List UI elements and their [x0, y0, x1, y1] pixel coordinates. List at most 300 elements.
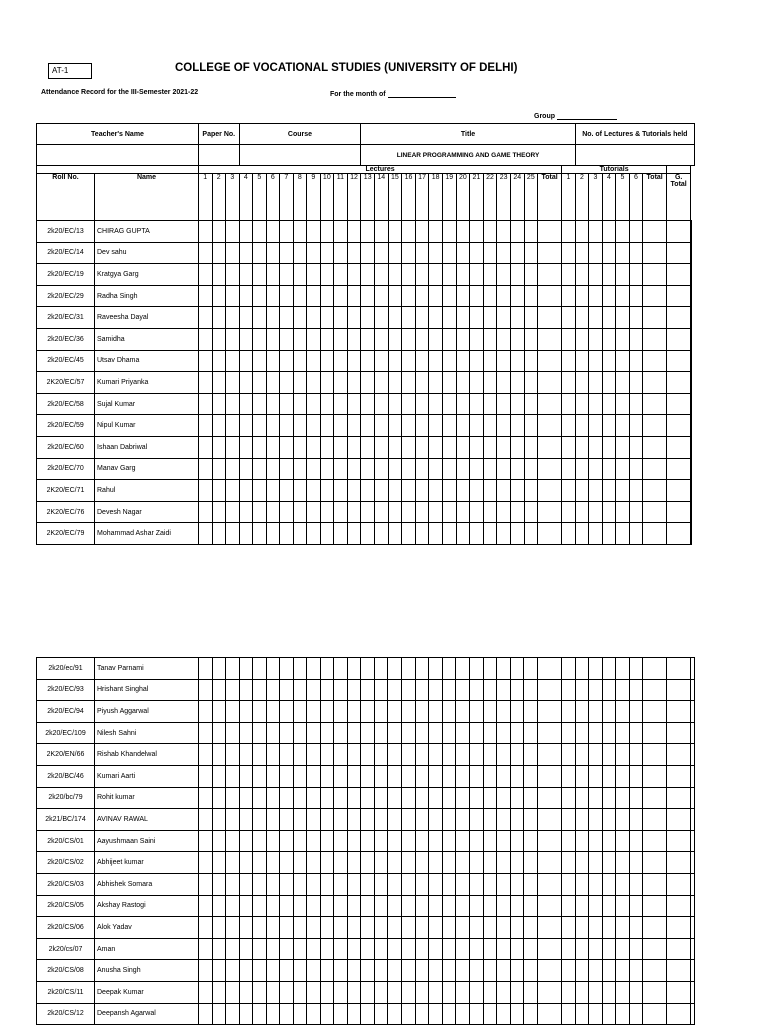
attendance-cell[interactable]: [402, 981, 416, 1003]
attendance-cell[interactable]: [375, 415, 389, 437]
attendance-cell[interactable]: [589, 501, 603, 523]
attendance-cell[interactable]: [429, 701, 443, 723]
attendance-cell[interactable]: [562, 328, 576, 350]
attendance-cell[interactable]: [375, 436, 389, 458]
attendance-cell[interactable]: [470, 307, 484, 329]
attendance-cell[interactable]: [199, 285, 213, 307]
attendance-cell[interactable]: [575, 701, 589, 723]
attendance-cell[interactable]: [361, 895, 375, 917]
attendance-cell[interactable]: [280, 1003, 294, 1025]
attendance-cell[interactable]: [643, 372, 667, 394]
attendance-cell[interactable]: [280, 328, 294, 350]
attendance-cell[interactable]: [320, 744, 334, 766]
attendance-cell[interactable]: [388, 523, 402, 545]
attendance-cell[interactable]: [562, 917, 576, 939]
attendance-cell[interactable]: [212, 328, 226, 350]
attendance-cell[interactable]: [538, 658, 562, 680]
attendance-cell[interactable]: [374, 765, 388, 787]
attendance-cell[interactable]: [456, 895, 470, 917]
attendance-cell[interactable]: [616, 787, 630, 809]
attendance-cell[interactable]: [691, 523, 692, 545]
attendance-cell[interactable]: [334, 981, 348, 1003]
attendance-cell[interactable]: [442, 221, 456, 243]
attendance-cell[interactable]: [212, 744, 226, 766]
attendance-cell[interactable]: [667, 981, 691, 1003]
attendance-cell[interactable]: [199, 852, 213, 874]
attendance-cell[interactable]: [667, 436, 691, 458]
attendance-cell[interactable]: [266, 787, 280, 809]
attendance-cell[interactable]: [602, 658, 616, 680]
attendance-cell[interactable]: [456, 458, 470, 480]
attendance-cell[interactable]: [575, 393, 589, 415]
attendance-cell[interactable]: [388, 938, 402, 960]
attendance-cell[interactable]: [456, 809, 470, 831]
attendance-cell[interactable]: [616, 852, 630, 874]
attendance-cell[interactable]: [442, 765, 456, 787]
attendance-cell[interactable]: [239, 523, 253, 545]
attendance-cell[interactable]: [374, 1003, 388, 1025]
attendance-cell[interactable]: [589, 679, 603, 701]
attendance-cell[interactable]: [589, 787, 603, 809]
attendance-cell[interactable]: [280, 722, 294, 744]
attendance-cell[interactable]: [375, 523, 389, 545]
attendance-cell[interactable]: [629, 895, 643, 917]
attendance-cell[interactable]: [388, 787, 402, 809]
attendance-cell[interactable]: [334, 328, 348, 350]
attendance-cell[interactable]: [691, 787, 695, 809]
attendance-cell[interactable]: [497, 307, 511, 329]
attendance-cell[interactable]: [212, 242, 226, 264]
attendance-cell[interactable]: [402, 393, 416, 415]
attendance-cell[interactable]: [470, 938, 484, 960]
attendance-cell[interactable]: [402, 307, 416, 329]
attendance-cell[interactable]: [470, 744, 484, 766]
attendance-cell[interactable]: [589, 458, 603, 480]
attendance-cell[interactable]: [334, 744, 348, 766]
attendance-cell[interactable]: [629, 307, 643, 329]
attendance-cell[interactable]: [456, 744, 470, 766]
attendance-cell[interactable]: [226, 523, 240, 545]
attendance-cell[interactable]: [361, 938, 375, 960]
attendance-cell[interactable]: [602, 809, 616, 831]
attendance-cell[interactable]: [524, 328, 538, 350]
attendance-cell[interactable]: [293, 960, 307, 982]
attendance-cell[interactable]: [226, 744, 240, 766]
attendance-cell[interactable]: [629, 393, 643, 415]
attendance-cell[interactable]: [629, 480, 643, 502]
attendance-cell[interactable]: [361, 350, 375, 372]
attendance-cell[interactable]: [199, 787, 213, 809]
attendance-cell[interactable]: [616, 830, 630, 852]
month-blank[interactable]: [388, 89, 456, 98]
attendance-cell[interactable]: [562, 501, 576, 523]
attendance-cell[interactable]: [602, 436, 616, 458]
attendance-cell[interactable]: [602, 830, 616, 852]
attendance-cell[interactable]: [415, 458, 429, 480]
attendance-cell[interactable]: [629, 242, 643, 264]
attendance-cell[interactable]: [629, 264, 643, 286]
attendance-cell[interactable]: [442, 701, 456, 723]
attendance-cell[interactable]: [429, 458, 443, 480]
attendance-cell[interactable]: [226, 679, 240, 701]
attendance-cell[interactable]: [667, 458, 691, 480]
attendance-cell[interactable]: [334, 938, 348, 960]
attendance-cell[interactable]: [388, 480, 402, 502]
attendance-cell[interactable]: [239, 895, 253, 917]
attendance-cell[interactable]: [239, 372, 253, 394]
attendance-cell[interactable]: [253, 744, 267, 766]
attendance-cell[interactable]: [212, 917, 226, 939]
attendance-cell[interactable]: [442, 679, 456, 701]
attendance-cell[interactable]: [442, 328, 456, 350]
attendance-cell[interactable]: [307, 744, 321, 766]
attendance-cell[interactable]: [691, 852, 695, 874]
attendance-cell[interactable]: [415, 722, 429, 744]
attendance-cell[interactable]: [629, 285, 643, 307]
attendance-cell[interactable]: [429, 372, 443, 394]
attendance-cell[interactable]: [402, 501, 416, 523]
attendance-cell[interactable]: [334, 285, 348, 307]
attendance-cell[interactable]: [616, 458, 630, 480]
attendance-cell[interactable]: [616, 873, 630, 895]
attendance-cell[interactable]: [334, 501, 348, 523]
attendance-cell[interactable]: [589, 722, 603, 744]
attendance-cell[interactable]: [497, 765, 511, 787]
attendance-cell[interactable]: [334, 787, 348, 809]
attendance-cell[interactable]: [226, 787, 240, 809]
attendance-cell[interactable]: [307, 981, 321, 1003]
attendance-cell[interactable]: [562, 787, 576, 809]
attendance-cell[interactable]: [575, 285, 589, 307]
attendance-cell[interactable]: [253, 242, 267, 264]
attendance-cell[interactable]: [643, 917, 667, 939]
attendance-cell[interactable]: [253, 679, 267, 701]
attendance-cell[interactable]: [589, 852, 603, 874]
attendance-cell[interactable]: [497, 809, 511, 831]
attendance-cell[interactable]: [266, 480, 280, 502]
attendance-cell[interactable]: [442, 960, 456, 982]
attendance-cell[interactable]: [629, 917, 643, 939]
attendance-cell[interactable]: [667, 1003, 691, 1025]
attendance-cell[interactable]: [691, 658, 695, 680]
attendance-cell[interactable]: [470, 852, 484, 874]
attendance-cell[interactable]: [616, 264, 630, 286]
attendance-cell[interactable]: [616, 501, 630, 523]
attendance-cell[interactable]: [589, 264, 603, 286]
attendance-cell[interactable]: [589, 765, 603, 787]
attendance-cell[interactable]: [253, 873, 267, 895]
attendance-cell[interactable]: [629, 960, 643, 982]
attendance-cell[interactable]: [293, 436, 307, 458]
attendance-cell[interactable]: [429, 830, 443, 852]
attendance-cell[interactable]: [320, 285, 334, 307]
attendance-cell[interactable]: [212, 393, 226, 415]
attendance-cell[interactable]: [239, 765, 253, 787]
attendance-cell[interactable]: [456, 307, 470, 329]
attendance-cell[interactable]: [320, 480, 334, 502]
attendance-cell[interactable]: [293, 264, 307, 286]
attendance-cell[interactable]: [562, 221, 576, 243]
attendance-cell[interactable]: [212, 809, 226, 831]
attendance-cell[interactable]: [602, 415, 616, 437]
attendance-cell[interactable]: [456, 1003, 470, 1025]
attendance-cell[interactable]: [616, 372, 630, 394]
attendance-cell[interactable]: [280, 221, 294, 243]
attendance-cell[interactable]: [442, 809, 456, 831]
attendance-cell[interactable]: [266, 242, 280, 264]
attendance-cell[interactable]: [429, 787, 443, 809]
attendance-cell[interactable]: [691, 350, 692, 372]
attendance-cell[interactable]: [562, 809, 576, 831]
attendance-cell[interactable]: [442, 480, 456, 502]
attendance-cell[interactable]: [470, 372, 484, 394]
attendance-cell[interactable]: [347, 960, 361, 982]
attendance-cell[interactable]: [629, 415, 643, 437]
attendance-cell[interactable]: [442, 938, 456, 960]
attendance-cell[interactable]: [293, 852, 307, 874]
attendance-cell[interactable]: [293, 350, 307, 372]
attendance-cell[interactable]: [226, 981, 240, 1003]
attendance-cell[interactable]: [239, 722, 253, 744]
attendance-cell[interactable]: [497, 436, 511, 458]
attendance-cell[interactable]: [226, 938, 240, 960]
attendance-cell[interactable]: [524, 658, 538, 680]
attendance-cell[interactable]: [691, 221, 692, 243]
attendance-cell[interactable]: [280, 393, 294, 415]
attendance-cell[interactable]: [602, 722, 616, 744]
attendance-cell[interactable]: [212, 830, 226, 852]
attendance-cell[interactable]: [483, 830, 497, 852]
attendance-cell[interactable]: [320, 722, 334, 744]
attendance-cell[interactable]: [266, 1003, 280, 1025]
attendance-cell[interactable]: [456, 787, 470, 809]
attendance-cell[interactable]: [212, 1003, 226, 1025]
attendance-cell[interactable]: [226, 917, 240, 939]
attendance-cell[interactable]: [361, 458, 375, 480]
attendance-cell[interactable]: [226, 873, 240, 895]
attendance-cell[interactable]: [497, 722, 511, 744]
attendance-cell[interactable]: [667, 393, 691, 415]
attendance-cell[interactable]: [253, 458, 267, 480]
attendance-cell[interactable]: [320, 701, 334, 723]
attendance-cell[interactable]: [388, 350, 402, 372]
attendance-cell[interactable]: [226, 350, 240, 372]
attendance-cell[interactable]: [320, 938, 334, 960]
attendance-cell[interactable]: [470, 873, 484, 895]
attendance-cell[interactable]: [483, 809, 497, 831]
attendance-cell[interactable]: [280, 264, 294, 286]
attendance-cell[interactable]: [510, 873, 524, 895]
attendance-cell[interactable]: [253, 328, 267, 350]
attendance-cell[interactable]: [589, 350, 603, 372]
attendance-cell[interactable]: [510, 830, 524, 852]
attendance-cell[interactable]: [199, 809, 213, 831]
attendance-cell[interactable]: [253, 372, 267, 394]
attendance-cell[interactable]: [199, 765, 213, 787]
attendance-cell[interactable]: [429, 960, 443, 982]
attendance-cell[interactable]: [307, 830, 321, 852]
attendance-cell[interactable]: [388, 765, 402, 787]
attendance-cell[interactable]: [524, 809, 538, 831]
attendance-cell[interactable]: [212, 221, 226, 243]
attendance-cell[interactable]: [691, 895, 695, 917]
attendance-cell[interactable]: [402, 701, 416, 723]
attendance-cell[interactable]: [388, 501, 402, 523]
attendance-cell[interactable]: [602, 981, 616, 1003]
attendance-cell[interactable]: [602, 938, 616, 960]
attendance-cell[interactable]: [334, 393, 348, 415]
attendance-cell[interactable]: [510, 480, 524, 502]
attendance-cell[interactable]: [442, 350, 456, 372]
attendance-cell[interactable]: [497, 701, 511, 723]
attendance-cell[interactable]: [429, 744, 443, 766]
attendance-cell[interactable]: [347, 1003, 361, 1025]
attendance-cell[interactable]: [361, 679, 375, 701]
attendance-cell[interactable]: [691, 242, 692, 264]
attendance-cell[interactable]: [510, 809, 524, 831]
attendance-cell[interactable]: [483, 981, 497, 1003]
attendance-cell[interactable]: [361, 415, 375, 437]
attendance-cell[interactable]: [415, 436, 429, 458]
attendance-cell[interactable]: [334, 242, 348, 264]
attendance-cell[interactable]: [375, 458, 389, 480]
attendance-cell[interactable]: [361, 523, 375, 545]
attendance-cell[interactable]: [415, 873, 429, 895]
attendance-cell[interactable]: [589, 221, 603, 243]
attendance-cell[interactable]: [361, 809, 375, 831]
course-cell[interactable]: [239, 145, 361, 166]
attendance-cell[interactable]: [691, 264, 692, 286]
attendance-cell[interactable]: [616, 415, 630, 437]
attendance-cell[interactable]: [280, 960, 294, 982]
attendance-cell[interactable]: [562, 523, 576, 545]
attendance-cell[interactable]: [226, 242, 240, 264]
attendance-cell[interactable]: [226, 285, 240, 307]
attendance-cell[interactable]: [361, 501, 375, 523]
attendance-cell[interactable]: [524, 895, 538, 917]
attendance-cell[interactable]: [415, 895, 429, 917]
attendance-cell[interactable]: [483, 722, 497, 744]
attendance-cell[interactable]: [239, 264, 253, 286]
attendance-cell[interactable]: [442, 744, 456, 766]
attendance-cell[interactable]: [334, 679, 348, 701]
attendance-cell[interactable]: [643, 415, 667, 437]
attendance-cell[interactable]: [199, 307, 213, 329]
attendance-cell[interactable]: [538, 264, 562, 286]
attendance-cell[interactable]: [691, 415, 692, 437]
attendance-cell[interactable]: [470, 264, 484, 286]
attendance-cell[interactable]: [226, 436, 240, 458]
attendance-cell[interactable]: [402, 852, 416, 874]
attendance-cell[interactable]: [226, 328, 240, 350]
attendance-cell[interactable]: [199, 960, 213, 982]
attendance-cell[interactable]: [691, 501, 692, 523]
attendance-cell[interactable]: [538, 787, 562, 809]
attendance-cell[interactable]: [616, 744, 630, 766]
attendance-cell[interactable]: [562, 350, 576, 372]
attendance-cell[interactable]: [307, 917, 321, 939]
attendance-cell[interactable]: [510, 981, 524, 1003]
attendance-cell[interactable]: [538, 285, 562, 307]
attendance-cell[interactable]: [334, 480, 348, 502]
attendance-cell[interactable]: [589, 436, 603, 458]
attendance-cell[interactable]: [239, 873, 253, 895]
attendance-cell[interactable]: [616, 480, 630, 502]
attendance-cell[interactable]: [667, 960, 691, 982]
attendance-cell[interactable]: [643, 264, 667, 286]
attendance-cell[interactable]: [629, 679, 643, 701]
attendance-cell[interactable]: [334, 415, 348, 437]
attendance-cell[interactable]: [643, 458, 667, 480]
attendance-cell[interactable]: [643, 328, 667, 350]
attendance-cell[interactable]: [293, 809, 307, 831]
attendance-cell[interactable]: [667, 852, 691, 874]
attendance-cell[interactable]: [307, 221, 321, 243]
attendance-cell[interactable]: [320, 917, 334, 939]
attendance-cell[interactable]: [629, 436, 643, 458]
attendance-cell[interactable]: [320, 458, 334, 480]
attendance-cell[interactable]: [602, 372, 616, 394]
attendance-cell[interactable]: [374, 852, 388, 874]
attendance-cell[interactable]: [361, 1003, 375, 1025]
attendance-cell[interactable]: [456, 436, 470, 458]
attendance-cell[interactable]: [442, 458, 456, 480]
attendance-cell[interactable]: [320, 787, 334, 809]
attendance-cell[interactable]: [616, 328, 630, 350]
attendance-cell[interactable]: [510, 895, 524, 917]
attendance-cell[interactable]: [239, 917, 253, 939]
attendance-cell[interactable]: [293, 679, 307, 701]
attendance-cell[interactable]: [239, 480, 253, 502]
attendance-cell[interactable]: [199, 679, 213, 701]
attendance-cell[interactable]: [575, 809, 589, 831]
attendance-cell[interactable]: [442, 372, 456, 394]
attendance-cell[interactable]: [375, 285, 389, 307]
attendance-cell[interactable]: [497, 242, 511, 264]
attendance-cell[interactable]: [226, 1003, 240, 1025]
attendance-cell[interactable]: [402, 744, 416, 766]
attendance-cell[interactable]: [212, 722, 226, 744]
attendance-cell[interactable]: [253, 809, 267, 831]
attendance-cell[interactable]: [402, 242, 416, 264]
attendance-cell[interactable]: [562, 873, 576, 895]
attendance-cell[interactable]: [524, 501, 538, 523]
attendance-cell[interactable]: [226, 307, 240, 329]
attendance-cell[interactable]: [691, 744, 695, 766]
attendance-cell[interactable]: [575, 415, 589, 437]
attendance-cell[interactable]: [562, 307, 576, 329]
attendance-cell[interactable]: [415, 393, 429, 415]
attendance-cell[interactable]: [483, 895, 497, 917]
attendance-cell[interactable]: [334, 1003, 348, 1025]
attendance-cell[interactable]: [456, 852, 470, 874]
attendance-cell[interactable]: [510, 523, 524, 545]
attendance-cell[interactable]: [616, 350, 630, 372]
attendance-cell[interactable]: [253, 765, 267, 787]
attendance-cell[interactable]: [374, 679, 388, 701]
attendance-cell[interactable]: [589, 1003, 603, 1025]
attendance-cell[interactable]: [307, 1003, 321, 1025]
attendance-cell[interactable]: [266, 328, 280, 350]
attendance-cell[interactable]: [347, 658, 361, 680]
attendance-cell[interactable]: [602, 501, 616, 523]
attendance-cell[interactable]: [361, 285, 375, 307]
attendance-cell[interactable]: [280, 501, 294, 523]
attendance-cell[interactable]: [510, 264, 524, 286]
attendance-cell[interactable]: [629, 1003, 643, 1025]
attendance-cell[interactable]: [374, 701, 388, 723]
attendance-cell[interactable]: [226, 722, 240, 744]
